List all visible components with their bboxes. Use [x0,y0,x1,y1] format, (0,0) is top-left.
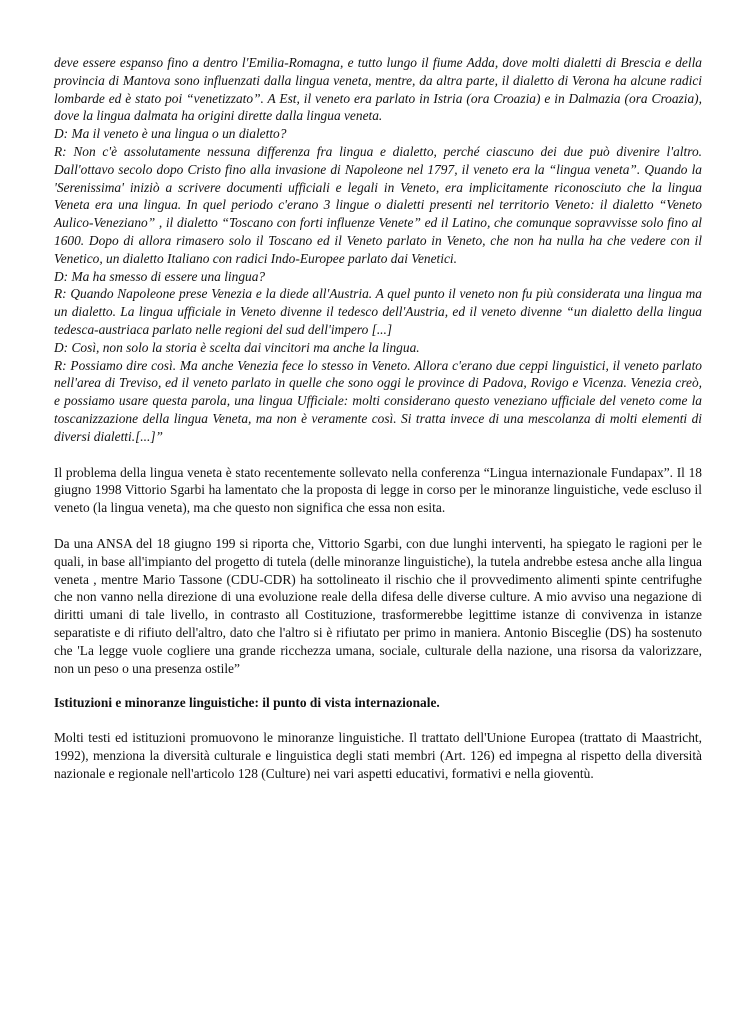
interview-answer: R: Non c'è assolutamente nessuna differenza fra lingua e dialetto, perché ciascuno dei due può divenire l'altro. Dall'ottavo secolo dopo Cristo fino alla invasione di Napoleone nel 1797, il veneto era la “lingua veneta”. Quando la 'Serenissima' iniziò a scrivere documenti ufficiali e legali in Veneto, era implicitamente riconosciuto che la lingua Veneta era una lingua. In quel periodo c'erano 3 lingue o dialetti presenti nel territorio Veneto: il dialetto “Veneto Aulico-Veneziano” , il dialetto “Toscano con forti influenze Venete” ed il Latino, che comunque sopravvisse solo fino al 1600. Dopo di allora rimasero solo il Toscano ed il Veneto parlato in Veneto, che non ha nulla ha che vedere con il Venetico, un dialetto Italiano con radici Indo-Europee parlato dai Venetici. [54,143,702,266]
interview-question: D: Così, non solo la storia è scelta dai vincitori ma anche la lingua. [54,339,420,355]
body-paragraph: Da una ANSA del 18 giugno 199 si riporta che, Vittorio Sgarbi, con due lunghi interventi, ha spiegato le ragioni per le quali, in base all'impianto del progetto di tutela (delle minoranze linguistiche), la tutela andrebbe estesa anche alla lingua veneta , mentre Mario Tassone (CDU-CDR) ha sottolineato il rischio che il provvedimento alimenti spinte centrifughe che non vanno nella direzione di una evoluzione reale della difesa delle diverse culture. A mio avviso una negazione di diritti umani di tale livello, in contrasto all Costituzione, trasformerebbe legittime istanze di convivenza in istanze separatiste e di rifiuto dell'altro, dato che l'altro si è rifiutato per primo in maniera. Antonio Bisceglie (DS) ha sostenuto che 'La legge vuole cogliere una grande ricchezza umana, sociale, culturale della nazione, una risorsa da valorizzare, non un peso o una presenza ostile” [54,535,702,676]
body-paragraph: Molti testi ed istituzioni promuovono le minoranze linguistiche. Il trattato dell'Unione Europea (trattato di Maastricht, 1992), menziona la diversità culturale e linguistica degli stati membri (Art. 126) ed impegna al rispetto della diversità nazionale e regionale nell'articolo 128 (Culture) nei vari aspetti educativi, formativi e nella gioventù. [54,730,702,781]
body-paragraph: Il problema della lingua veneta è stato recentemente sollevato nella conferenza “Lingua internazionale Fundapax”. Il 18 giugno 1998 Vittorio Sgarbi ha lamentato che la proposta di legge in corso per le minoranze linguistiche, vede escluso il veneto (la lingua veneta), ma che questo non significa che essa non esita. [54,464,702,516]
interview-question: D: Ma il veneto è una lingua o un dialetto? [54,126,287,142]
interview-excerpt [54,54,702,446]
interview-intro: deve essere espanso fino a dentro l'Emilia-Romagna, e tutto lungo il fiume Adda, dove molti dialetti di Brescia e della provincia di Mantova sono influenzati dalla lingua veneta, mentre, da altra parte, il dialetto di Verona ha alcune radici lombarde ed è stato poi “venetizzato”. A Est, il veneto era parlato in Istria (ora Croazia) e in Dalmazia (ora Croazia), dove la lingua dalmata ha origini dirette dalla lingua veneta. [54,55,702,124]
interview-question: D: Ma ha smesso di essere una lingua? [54,268,266,284]
interview-answer: R: Quando Napoleone prese Venezia e la diede all'Austria. A quel punto il veneto non fu più considerata una lingua ma un dialetto. La lingua ufficiale in Veneto divenne il tedesco dell'Austria, ed il veneto divenne “un dialetto della lingua tedesca-austriaca parlato nelle regioni del sud dell'impero [...] [54,286,702,337]
document-page [54,54,702,783]
interview-answer: R: Possiamo dire così. Ma anche Venezia fece lo stesso in Veneto. Allora c'erano due ceppi linguistici, il veneto parlato nell'area di Treviso, ed il veneto parlato in quelle che sono oggi le province di Padova, Rovigo e Vicenza. Venezia creò, e possiamo usare questa parola, una lingua Ufficiale: molti considerano questo veneziano ufficiale del veneto come la toscanizzazione della lingua Veneta, ma non è veramente così. Si tratta invece di una mescolanza di molti elementi di diversi dialetti.[...]” [54,357,702,444]
section-heading: Istituzioni e minoranze linguistiche: il punto di vista internazionale. [54,695,440,711]
